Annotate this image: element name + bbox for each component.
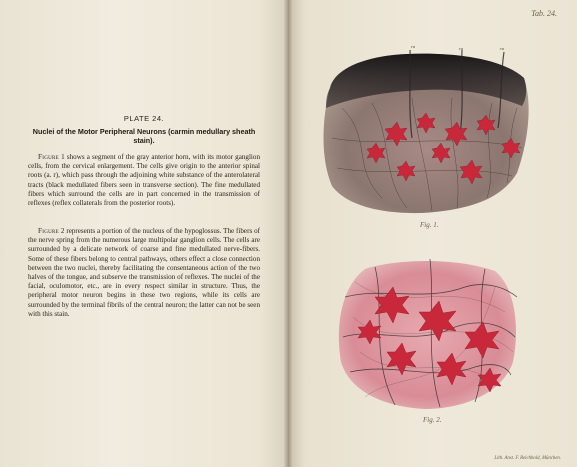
- plate-title: PLATE 24.: [123, 114, 165, 123]
- paragraph-2-lead: Figure: [38, 227, 60, 235]
- paragraph-1-lead: Figure: [38, 153, 60, 161]
- figure-1-caption: Fig. 1.: [420, 221, 439, 229]
- book-gutter: [284, 0, 292, 467]
- figure-2-illustration: [335, 257, 520, 412]
- root-label-1: ra: [411, 44, 416, 49]
- paragraph-figure-1: [28, 153, 260, 208]
- root-label-2: ra: [459, 46, 464, 51]
- figure-2-caption: Fig. 2.: [423, 416, 442, 424]
- paragraph-1-text: 1 shows a segment of the gray anterior horn, with its motor ganglion cells, from the cervical enlargement. The cells give origin to the anterior spinal roots (a. r), which pass through the adjoining white substance of the anterolateral tracts (black medullated fibers seen in transverse section). The fine medullated fibers which surround the cells are in part concerned in the transmission of reflexes (reflex collaterals from the posterior roots).: [28, 153, 260, 208]
- lithographer-credit: Lith. Anst. F. Reichhold, München.: [494, 456, 561, 461]
- plate-heading: Nuclei of the Motor Peripheral Neurons (carmin medullary sheath stain).: [32, 127, 256, 145]
- left-page: [0, 0, 288, 467]
- paragraph-2-text: 2 represents a portion of the nucleus of the hypoglossus. The fibers of the nerve spring from the numerous large multipolar ganglion cells. The cells are surrounded by a delicate network of coarse and fine medullated nerve-fibers. Some of these fibers belong to central pathways, others effect a close connection between the two nuclei, thereby facilitating the consentaneous action of the two halves of the tongue, and subserve the transmission of reflexes. The nuclei of the facial, oculomotor, etc., are in every respect similar in structure. Thus, the peripheral motor neuron begins in these two regions, while its cells are surrounded by the terminal fibrils of the central neuron; the latter can not be seen with this stain.: [28, 227, 260, 318]
- root-label-3: ra: [500, 46, 505, 51]
- plate-tab-label: Tab. 24.: [531, 9, 557, 18]
- figure-1-illustration: [312, 48, 534, 218]
- paragraph-figure-2: [28, 227, 260, 319]
